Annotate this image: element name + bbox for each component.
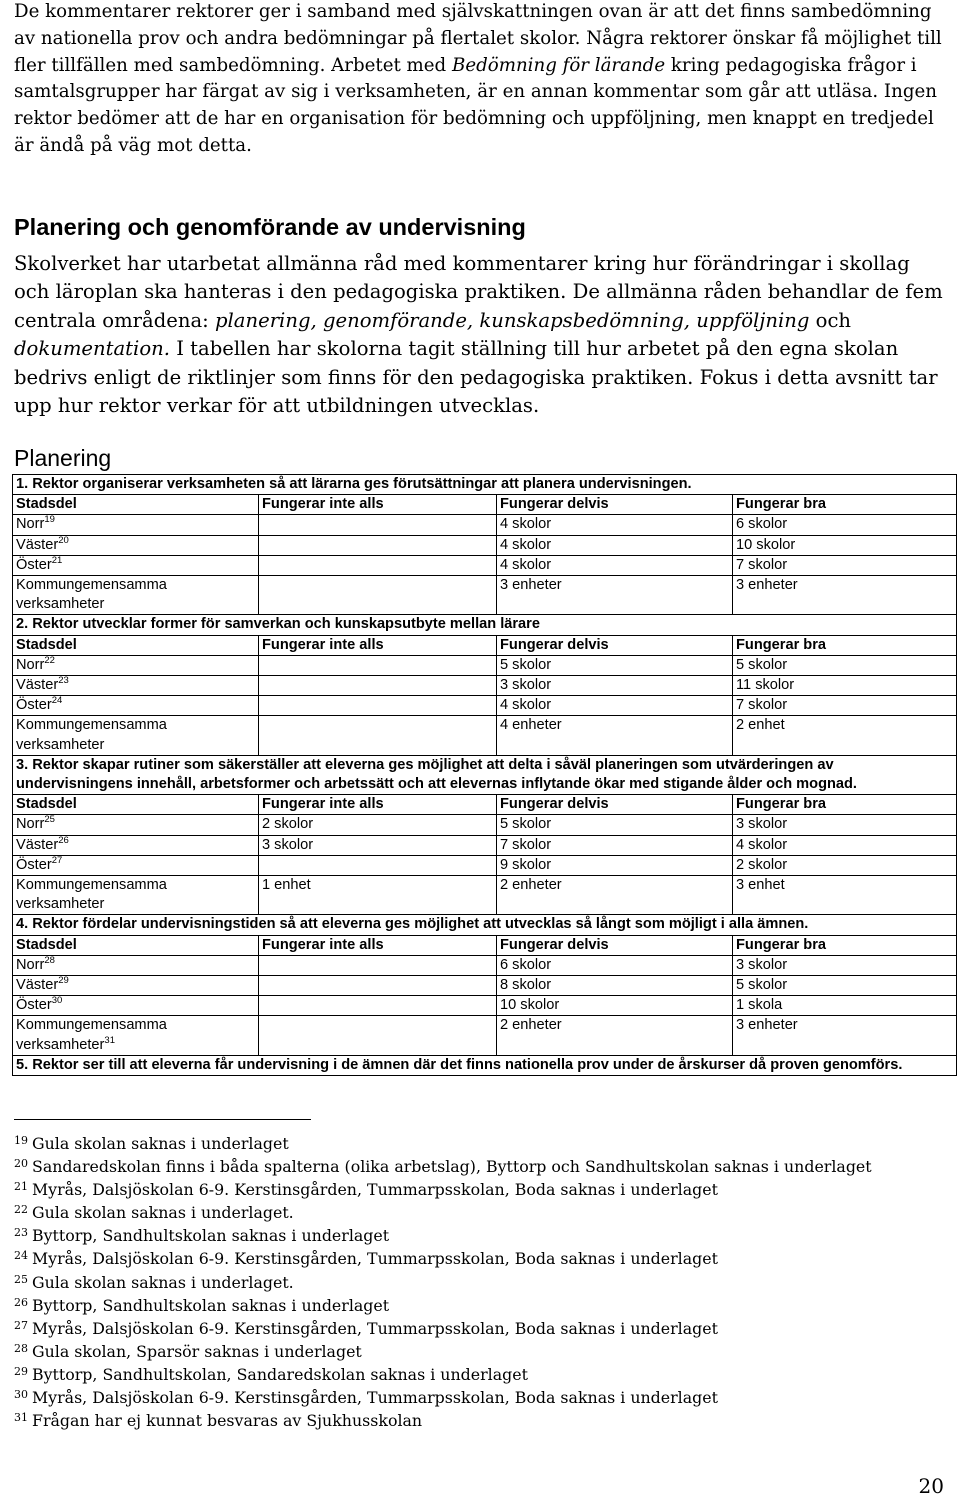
planering-table: [12, 474, 957, 1076]
table-row: [13, 976, 957, 996]
stadsdel-cell: [13, 955, 259, 975]
stadsdel-cell: [13, 555, 259, 575]
question-row: [13, 615, 957, 635]
footnote: [14, 1155, 872, 1178]
value-cell-bra: 2 enhet: [733, 716, 957, 755]
column-header: Fungerar bra: [733, 635, 957, 655]
footnote-number: 27: [14, 1318, 28, 1332]
footnote: [14, 1247, 872, 1270]
value-cell-inte: [259, 515, 497, 535]
stadsdel-cell: [13, 515, 259, 535]
stadsdel-cell: [13, 696, 259, 716]
question-title: 5. Rektor ser till att eleverna får undervisning i de ämnen där det finns nationella prov under de årskurser då proven genomförs.: [13, 1055, 957, 1075]
footnote-ref: 25: [44, 814, 55, 826]
value-cell-inte: [259, 716, 497, 755]
value-cell-delvis: 3 enheter: [497, 576, 733, 615]
footnote-ref: 22: [44, 654, 55, 666]
value-cell-inte: [259, 996, 497, 1016]
value-cell-inte: [259, 576, 497, 615]
value-cell-inte: [259, 535, 497, 555]
column-header: Fungerar bra: [733, 935, 957, 955]
stadsdel-cell: [13, 716, 259, 755]
stadsdel-name: Väster: [16, 536, 59, 553]
value-cell-delvis: 4 skolor: [497, 696, 733, 716]
footnote-text: Gula skolan saknas i underlaget.: [32, 1203, 294, 1223]
table-header-row: [13, 635, 957, 655]
footnote-ref: 26: [58, 834, 69, 846]
footnote-ref: 24: [51, 695, 63, 707]
table-row: [13, 515, 957, 535]
section-paragraph: Skolverket har utarbetat allmänna råd med kommentarer kring hur förändringar i skollag och läroplan ska hanteras i den pedagogiska praktiken. De allmänna råden behandlar de fem centrala områdena: planering, genomförande, kunskapsbedömning, uppföljning och dokumentation. I tabellen har skolorna tagit ställning till hur arbetet på den egna skolan bedrivs enligt de riktlinjer som finns för den pedagogiska praktiken. Fokus i detta avsnitt tar upp hur rektor verkar för att utbildningen utvecklas.: [14, 252, 943, 418]
footnote-text: Sandaredskolan finns i båda spalterna (olika arbetslag), Byttorp och Sandhultskolan saknas i underlaget: [32, 1157, 872, 1177]
table-row: [13, 855, 957, 875]
value-cell-bra: 4 skolor: [733, 835, 957, 855]
stadsdel-cell: [13, 576, 259, 615]
areas-list: planering, genomförande, kunskapsbedömning, uppföljning: [214, 308, 810, 332]
table-row: [13, 876, 957, 915]
value-cell-bra: 3 enheter: [733, 1016, 957, 1055]
column-header: Fungerar delvis: [497, 495, 733, 515]
table-row: [13, 1016, 957, 1055]
value-cell-inte: [259, 676, 497, 696]
table-row: [13, 996, 957, 1016]
table-row: [13, 535, 957, 555]
stadsdel-cell: [13, 855, 259, 875]
value-cell-delvis: 8 skolor: [497, 976, 733, 996]
footnote: [14, 1201, 872, 1224]
footnote-ref: 23: [58, 675, 69, 687]
stadsdel-name: Öster: [16, 856, 52, 873]
value-cell-delvis: 5 skolor: [497, 815, 733, 835]
column-header: Fungerar inte alls: [259, 635, 497, 655]
table-header-row: [13, 795, 957, 815]
value-cell-bra: 3 skolor: [733, 955, 957, 975]
column-header: Fungerar inte alls: [259, 795, 497, 815]
value-cell-bra: 11 skolor: [733, 676, 957, 696]
footnote-number: 29: [14, 1364, 28, 1378]
footnote: [14, 1271, 872, 1294]
planering-table-body: [13, 475, 957, 1076]
footnote-text: Byttorp, Sandhultskolan saknas i underlaget: [32, 1295, 390, 1315]
footnote-number: 23: [14, 1226, 28, 1240]
column-header: Stadsdel: [13, 935, 259, 955]
stadsdel-cell: [13, 535, 259, 555]
column-header: Fungerar inte alls: [259, 495, 497, 515]
intro-emphasis: Bedömning för lärande: [451, 54, 666, 76]
column-header: Stadsdel: [13, 495, 259, 515]
table-row: [13, 835, 957, 855]
footnote-text: Byttorp, Sandhultskolan saknas i underlaget: [32, 1226, 390, 1246]
footnote: [14, 1178, 872, 1201]
stadsdel-name: Norr: [16, 516, 45, 533]
footnote-number: 22: [14, 1203, 28, 1217]
value-cell-inte: [259, 976, 497, 996]
footnote-number: 31: [14, 1411, 28, 1425]
footnote-text: Byttorp, Sandhultskolan, Sandaredskolan saknas i underlaget: [32, 1364, 528, 1384]
footnote: [14, 1386, 872, 1409]
question-title: 1. Rektor organiserar verksamheten så att lärarna ges förutsättningar att planera undervisningen.: [13, 475, 957, 495]
column-header: Stadsdel: [13, 795, 259, 815]
footnote-divider: [14, 1119, 311, 1120]
footnote: [14, 1317, 872, 1340]
question-row: [13, 755, 957, 794]
value-cell-delvis: 3 skolor: [497, 676, 733, 696]
column-header: Fungerar bra: [733, 795, 957, 815]
value-cell-bra: 5 skolor: [733, 976, 957, 996]
table-row: [13, 576, 957, 615]
footnotes: [14, 1132, 872, 1432]
stadsdel-name: Norr: [16, 956, 45, 973]
table-header-row: [13, 495, 957, 515]
footnote: [14, 1409, 872, 1432]
section-heading: Planering och genomförande av undervisning: [14, 214, 526, 240]
value-cell-inte: [259, 555, 497, 575]
column-header: Fungerar delvis: [497, 795, 733, 815]
value-cell-delvis: 6 skolor: [497, 955, 733, 975]
area-last: dokumentation.: [14, 337, 170, 361]
column-header: Fungerar delvis: [497, 635, 733, 655]
column-header: Fungerar delvis: [497, 935, 733, 955]
footnote-number: 21: [14, 1180, 28, 1194]
value-cell-inte: [259, 696, 497, 716]
stadsdel-name: Öster: [16, 697, 52, 714]
value-cell-bra: 7 skolor: [733, 696, 957, 716]
footnote-number: 19: [14, 1134, 28, 1147]
stadsdel-name: Väster: [16, 977, 59, 994]
question-title: 3. Rektor skapar rutiner som säkerställer att eleverna ges möjlighet att delta i såväl planeringen som utvärderingen av undervisningens innehåll, arbetsformer och arbetssätt och att elevernas inflytande ökar med stigande ålder och mognad.: [13, 755, 957, 794]
stadsdel-name: Öster: [16, 997, 52, 1014]
table-row: [13, 655, 957, 675]
value-cell-delvis: 10 skolor: [497, 996, 733, 1016]
stadsdel-cell: [13, 655, 259, 675]
question-title: 2. Rektor utvecklar former för samverkan och kunskapsutbyte mellan lärare: [13, 615, 957, 635]
footnote-text: Frågan har ej kunnat besvaras av Sjukhusskolan: [32, 1411, 423, 1431]
value-cell-inte: 3 skolor: [259, 835, 497, 855]
value-cell-delvis: 9 skolor: [497, 855, 733, 875]
table-row: [13, 676, 957, 696]
value-cell-inte: [259, 955, 497, 975]
footnote-ref: 29: [58, 975, 69, 987]
value-cell-delvis: 4 skolor: [497, 535, 733, 555]
value-cell-bra: 2 skolor: [733, 855, 957, 875]
table-row: [13, 716, 957, 755]
stadsdel-name: Öster: [16, 556, 52, 573]
footnote-text: Myrås, Dalsjöskolan 6-9. Kerstinsgården, Tummarpsskolan, Boda saknas i underlaget: [32, 1180, 718, 1200]
page-number: 20: [918, 1474, 944, 1498]
value-cell-delvis: 7 skolor: [497, 835, 733, 855]
value-cell-delvis: 4 skolor: [497, 515, 733, 535]
footnote-ref: 19: [44, 514, 55, 526]
planering-heading: Planering: [14, 445, 112, 471]
footnote-text: Myrås, Dalsjöskolan 6-9. Kerstinsgården, Tummarpsskolan, Boda saknas i underlaget: [32, 1388, 718, 1408]
footnote-text: Gula skolan saknas i underlaget.: [32, 1272, 294, 1292]
stadsdel-name: Norr: [16, 816, 45, 833]
stadsdel-name: Väster: [16, 677, 59, 694]
stadsdel-cell: [13, 976, 259, 996]
stadsdel-cell: [13, 676, 259, 696]
footnote: [14, 1224, 872, 1247]
value-cell-inte: [259, 855, 497, 875]
question-row: [13, 475, 957, 495]
value-cell-bra: 3 skolor: [733, 815, 957, 835]
table-header-row: [13, 935, 957, 955]
footnote-number: 24: [14, 1249, 28, 1263]
table-row: [13, 555, 957, 575]
footnote-number: 20: [14, 1157, 28, 1171]
value-cell-bra: 1 skola: [733, 996, 957, 1016]
footnote-number: 28: [14, 1341, 28, 1355]
stadsdel-cell: [13, 815, 259, 835]
footnote: [14, 1132, 872, 1155]
column-header: Fungerar inte alls: [259, 935, 497, 955]
value-cell-bra: 3 enhet: [733, 876, 957, 915]
footnote-number: 30: [14, 1388, 28, 1402]
question-row: [13, 915, 957, 935]
stadsdel-cell: [13, 996, 259, 1016]
stadsdel-cell: [13, 876, 259, 915]
footnote-ref: 30: [51, 995, 63, 1007]
value-cell-inte: [259, 1016, 497, 1055]
question-title: 4. Rektor fördelar undervisningstiden så att eleverna ges möjlighet att utvecklas så långt som möjligt i alla ämnen.: [13, 915, 957, 935]
stadsdel-name: Norr: [16, 656, 45, 673]
value-cell-bra: 5 skolor: [733, 655, 957, 675]
footnote-ref: 31: [104, 1034, 115, 1046]
footnote: [14, 1294, 872, 1317]
stadsdel-name: Kommungemensamma verksamheter: [16, 577, 167, 613]
table-row: [13, 696, 957, 716]
value-cell-delvis: 2 enheter: [497, 1016, 733, 1055]
value-cell-bra: 3 enheter: [733, 576, 957, 615]
footnote-ref: 20: [58, 534, 69, 546]
stadsdel-cell: [13, 835, 259, 855]
value-cell-inte: 1 enhet: [259, 876, 497, 915]
footnote-number: 25: [14, 1272, 28, 1286]
value-cell-bra: 7 skolor: [733, 555, 957, 575]
footnote: [14, 1363, 872, 1386]
value-cell-bra: 10 skolor: [733, 535, 957, 555]
footnote-text: Myrås, Dalsjöskolan 6-9. Kerstinsgården, Tummarpsskolan, Boda saknas i underlaget: [32, 1249, 718, 1269]
value-cell-delvis: 2 enheter: [497, 876, 733, 915]
value-cell-inte: 2 skolor: [259, 815, 497, 835]
column-header: Stadsdel: [13, 635, 259, 655]
column-header: Fungerar bra: [733, 495, 957, 515]
stadsdel-name: Kommungemensamma verksamheter: [16, 877, 167, 913]
value-cell-delvis: 5 skolor: [497, 655, 733, 675]
table-row: [13, 955, 957, 975]
footnote-ref: 28: [44, 954, 55, 966]
value-cell-inte: [259, 655, 497, 675]
stadsdel-cell: [13, 1016, 259, 1055]
footnote-text: Myrås, Dalsjöskolan 6-9. Kerstinsgården, Tummarpsskolan, Boda saknas i underlaget: [32, 1318, 718, 1338]
stadsdel-name: Väster: [16, 836, 59, 853]
footnote-ref: 27: [51, 854, 63, 866]
stadsdel-name: Kommungemensamma verksamheter: [16, 1017, 167, 1053]
table-row: [13, 815, 957, 835]
value-cell-delvis: 4 enheter: [497, 716, 733, 755]
footnote-text: Gula skolan, Sparsör saknas i underlaget: [32, 1341, 362, 1361]
value-cell-delvis: 4 skolor: [497, 555, 733, 575]
stadsdel-name: Kommungemensamma verksamheter: [16, 717, 167, 753]
value-cell-bra: 6 skolor: [733, 515, 957, 535]
footnote-text: Gula skolan saknas i underlaget: [32, 1134, 289, 1153]
question-row: [13, 1055, 957, 1075]
intro-paragraph: De kommentarer rektorer ger i samband med självskattningen ovan är att det finns sambedömning av nationella prov och andra bedömningar på flertalet skolor. Några rektorer önskar få möjlighet till fler tillfällen med sambedömning. Arbetet med Bedömning för lärande kring pedagogiska frågor i samtalsgrupper har färgat av sig i verksamheten, är en annan kommentar som går att utläsa. Ingen rektor bedömer att de har en organisation för bedömning och uppföljning, men knappt en tredjedel är ändå på väg mot detta.: [14, 1, 942, 156]
footnote-number: 26: [14, 1295, 28, 1309]
footnote-ref: 21: [51, 554, 63, 566]
footnote: [14, 1340, 872, 1363]
